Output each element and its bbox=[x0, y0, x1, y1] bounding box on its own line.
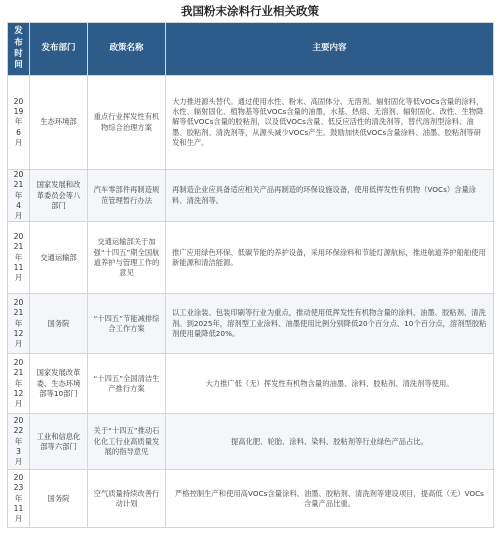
table-row bbox=[8, 414, 494, 470]
cell-dept: 生态环境部 bbox=[30, 76, 88, 170]
table-row bbox=[8, 294, 494, 354]
table-row bbox=[8, 76, 494, 170]
cell-time: 2022年3月 bbox=[8, 414, 30, 470]
header-content: 主要内容 bbox=[166, 23, 494, 76]
cell-content: 严格控制生产和使用高VOCs含量涂料、油墨、胶粘剂、清洗剂等建设项目，提高低（无）VOCs含量产品比重。 bbox=[166, 470, 494, 528]
table-header-row bbox=[8, 23, 494, 76]
cell-name: 关于“十四五”推动石化化工行业高质量发展的指导意见 bbox=[88, 414, 166, 470]
cell-time: 2019年6月 bbox=[8, 76, 30, 170]
cell-content: 大力推进源头替代。通过使用水性、粉末、高固体分、无溶剂、辐射固化等低VOCs含量的涂料，水性、辐射固化、植物基等低VOCs含量的油墨，水基、热熔、无溶剂、辐射固化、改性、生物降解等低VOCs含量的胶粘剂，以及低VOCs含量、低反应活性的清洗剂等，替代溶剂型涂料、油墨、胶粘剂、清洗剂等，从源头减少VOCs产生。鼓励加快低VOCs含量涂料、油墨、胶粘剂等研发和生产。 bbox=[166, 76, 494, 170]
cell-time: 2021年12月 bbox=[8, 294, 30, 354]
page-title: 我国粉末涂料行业相关政策 bbox=[181, 4, 319, 18]
cell-content: 再制造企业应具备适应相关产品再制造的环保设施设备，使用低挥发性有机物（VOCs）含量涂料、清洗剂等。 bbox=[166, 170, 494, 222]
cell-name: 空气质量持续改善行动计划 bbox=[88, 470, 166, 528]
cell-time: 2021年11月 bbox=[8, 222, 30, 294]
cell-name: “十四五”全国清洁生产推行方案 bbox=[88, 354, 166, 414]
table-row bbox=[8, 354, 494, 414]
header-time: 发布时间 bbox=[8, 23, 30, 76]
cell-name: 汽车零部件再制造规范管理暂行办法 bbox=[88, 170, 166, 222]
cell-dept: 交通运输部 bbox=[30, 222, 88, 294]
cell-content: 推广应用绿色环保、低碳节能的养护设备，采用环保涂料和节能灯源航标，推进航道养护船舶使用新能源和清洁能源。 bbox=[166, 222, 494, 294]
cell-dept: 国务院 bbox=[30, 470, 88, 528]
table-row bbox=[8, 170, 494, 222]
cell-time: 2021年12月 bbox=[8, 354, 30, 414]
header-dept: 发布部门 bbox=[30, 23, 88, 76]
cell-content: 以工业涂装、包装印刷等行业为重点，推动使用低挥发性有机物含量的涂料、油墨、胶粘剂、清洗剂。到2025年，溶剂型工业涂料、油墨使用比例分别降低20个百分点、10个百分点，溶剂型胶粘剂使用量降低20%。 bbox=[166, 294, 494, 354]
cell-name: 重点行业挥发性有机物综合治理方案 bbox=[88, 76, 166, 170]
cell-content: 提高化肥、轮胎、涂料、染料、胶粘剂等行业绿色产品占比。 bbox=[166, 414, 494, 470]
cell-dept: 国务院 bbox=[30, 294, 88, 354]
table-row bbox=[8, 470, 494, 528]
cell-name: 交通运输部关于加强“十四五”期全国航道养护与管理工作的意见 bbox=[88, 222, 166, 294]
cell-dept: 国家发展和改革委员会等八部门 bbox=[30, 170, 88, 222]
policy-table bbox=[7, 22, 494, 528]
cell-time: 2021年4月 bbox=[8, 170, 30, 222]
cell-dept: 国家发展改革委、生态环境部等10部门 bbox=[30, 354, 88, 414]
cell-name: “十四五”节能减排综合工作方案 bbox=[88, 294, 166, 354]
cell-dept: 工业和信息化部等六部门 bbox=[30, 414, 88, 470]
header-name: 政策名称 bbox=[88, 23, 166, 76]
table-row bbox=[8, 222, 494, 294]
cell-content: 大力推广低（无）挥发性有机物含量的油墨、涂料、胶粘剂、清洗剂等使用。 bbox=[166, 354, 494, 414]
cell-time: 2023年11月 bbox=[8, 470, 30, 528]
